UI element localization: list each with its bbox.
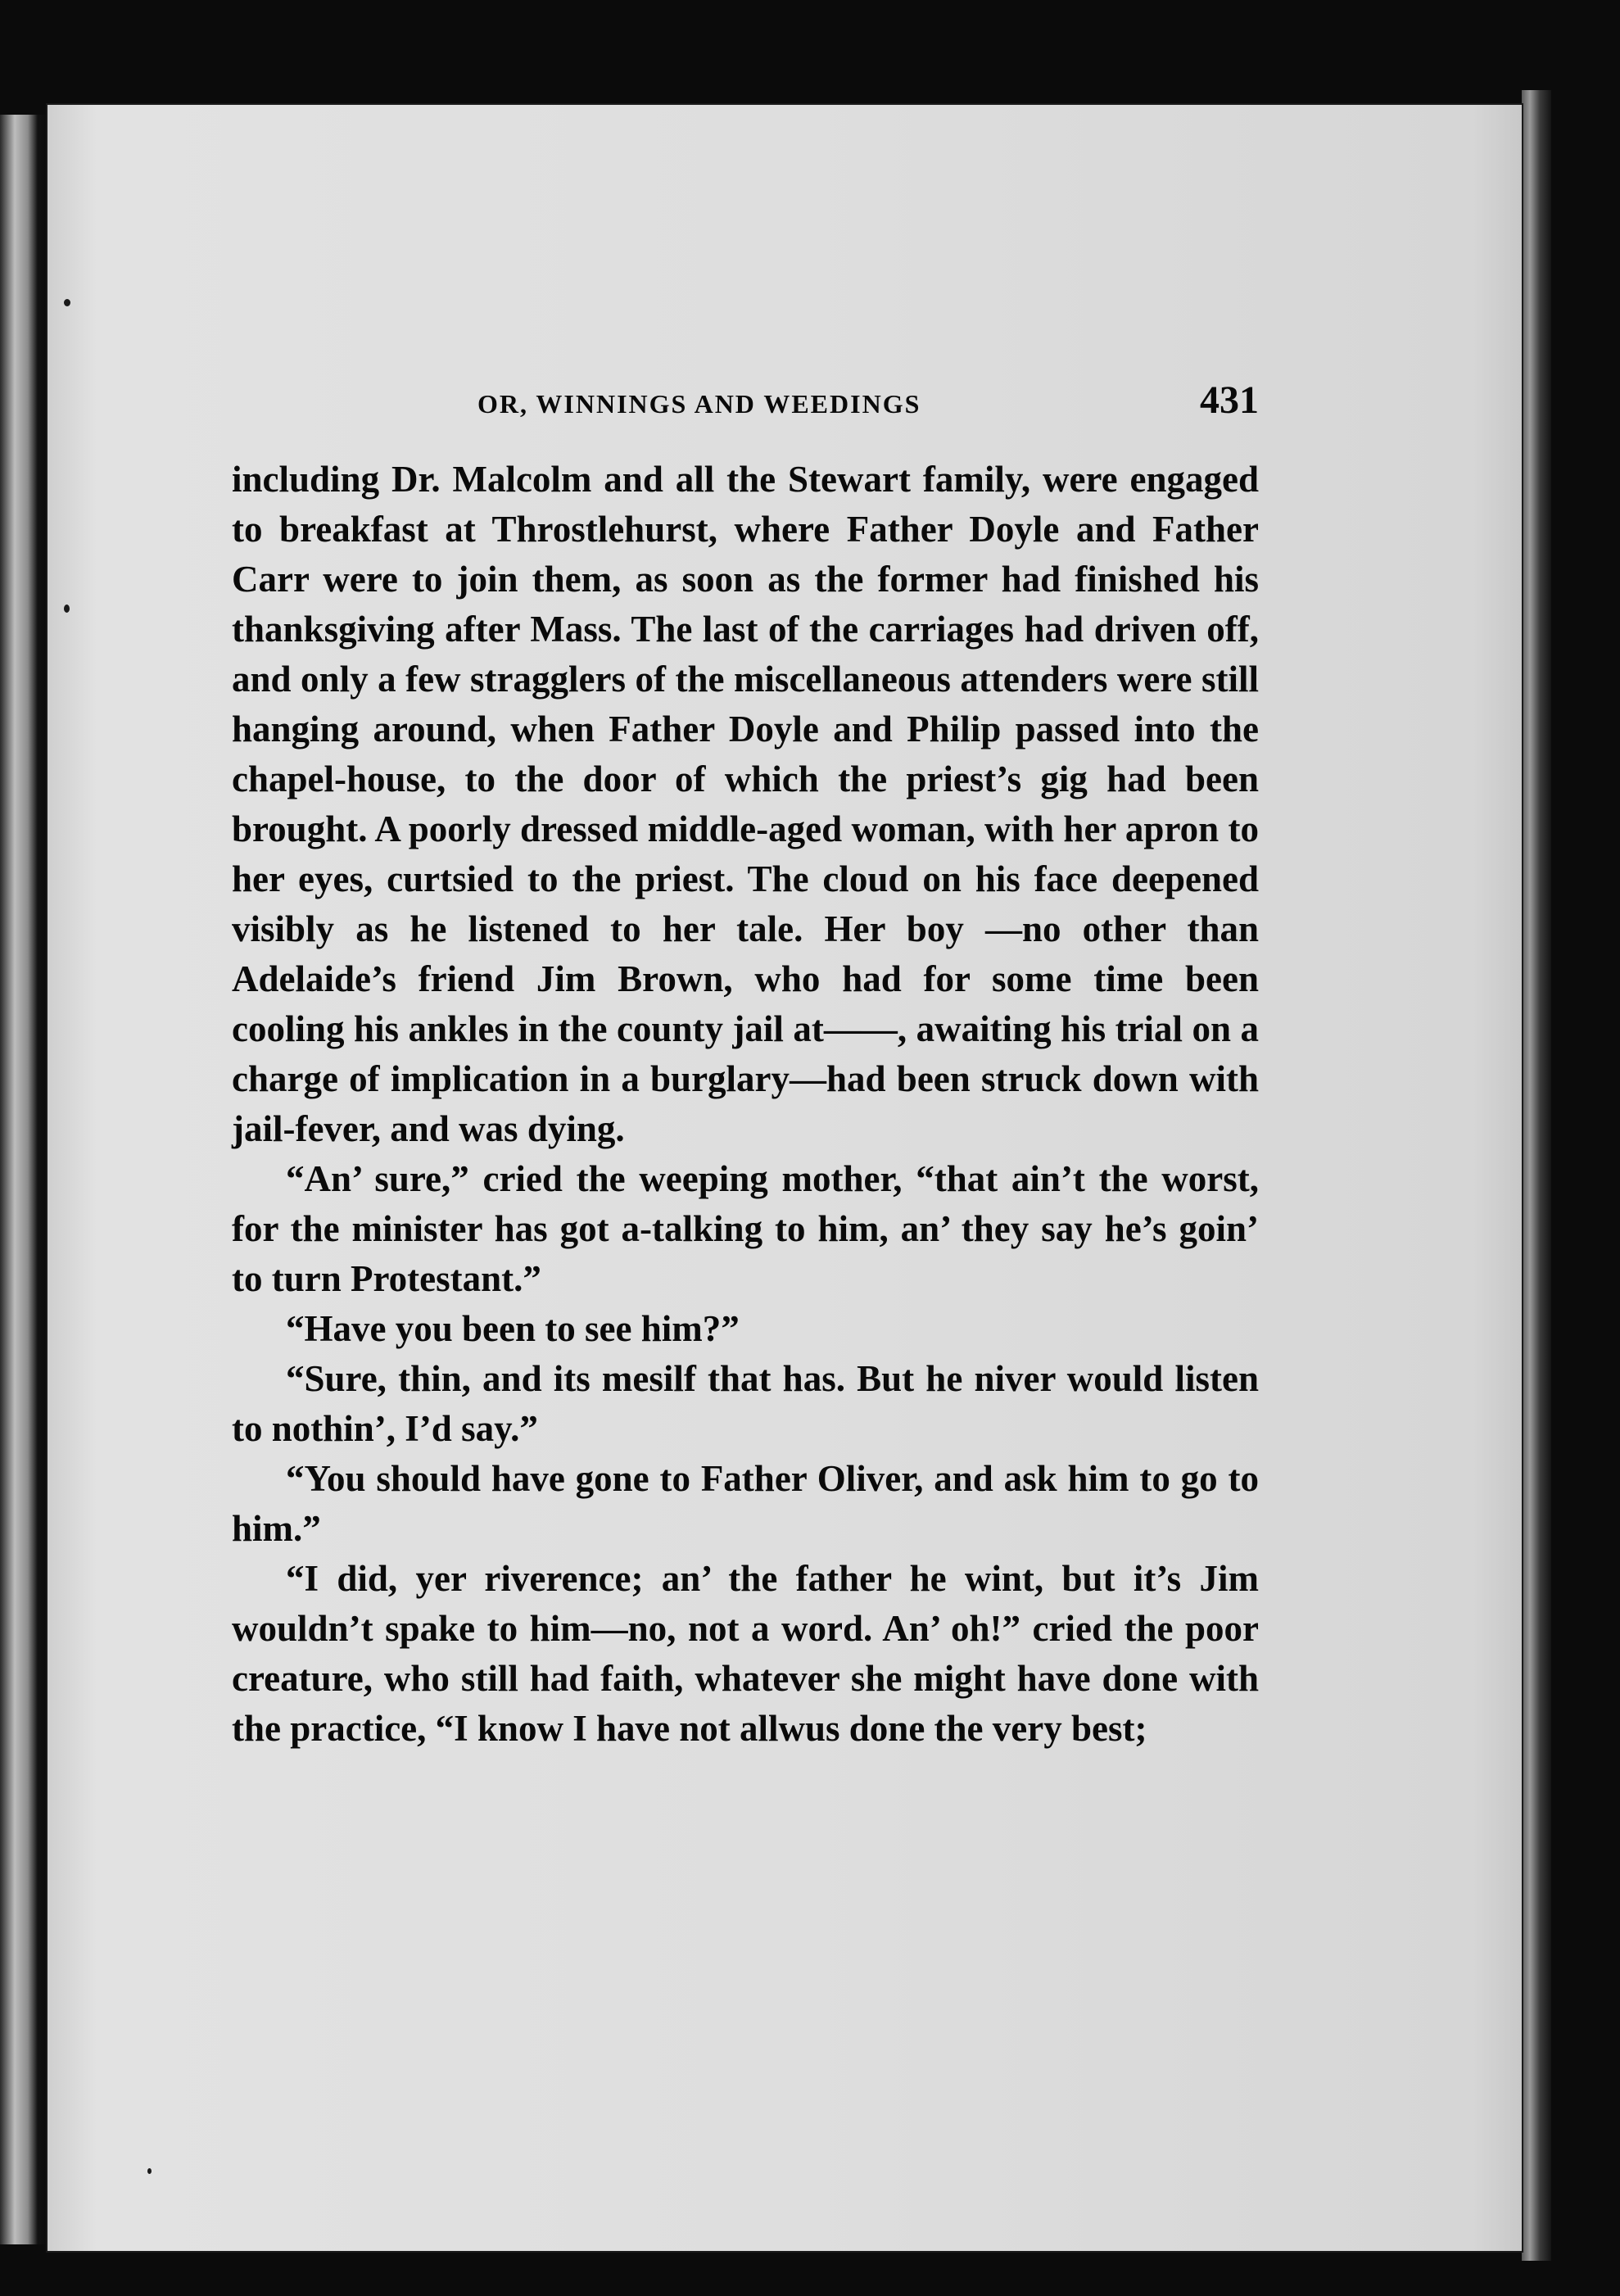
ink-speck: [147, 2168, 152, 2174]
page-edge-right: [1522, 90, 1551, 2261]
paragraph: “I did, yer riverence; an’ the father he wint, but it’s Jim wouldn’t spake to him—no, not a word. An’ oh!” cried the poor creature, who still had faith, whatever she might have done with the practice, “I know I have not allwus done the very best;: [232, 1558, 1259, 1749]
paragraph: including Dr. Malcolm and all the Stewart family, were engaged to breakfast at Throstlehurst, where Father Doyle and Father Carr were to join them, as soon as the former had finished his thanksgiving after Mass. The last of the carriages had driven off, and only a few stragglers of the miscellaneous attenders were still hanging around, when Father Doyle and Philip passed into the chapel-house, to the door of which the priest’s gig had been brought. A poorly dressed middle-aged woman, with her apron to her eyes, curtsied to the priest. The cloud on his face deepened visibly as he listened to her tale. Her boy —no other than Adelaide’s friend Jim Brown, who had for some time been cooling his ankles in the county jail at——, awaiting his trial on a charge of implication in a burglary—had been struck down with jail-fever, and was dying.: [232, 459, 1259, 1149]
paragraph: “You should have gone to Father Oliver, and ask him to go to him.”: [232, 1458, 1259, 1549]
ink-speck: [64, 605, 70, 613]
page-text: [232, 373, 1259, 1754]
running-head: [232, 373, 1259, 438]
running-title: OR, WINNINGS AND WEEDINGS: [477, 389, 921, 419]
paragraph: “An’ sure,” cried the weeping mother, “that ain’t the worst, for the minister has got a-talking to him, an’ they say he’s goin’ to turn Protestant.”: [232, 1158, 1259, 1299]
paragraph: “Sure, thin, and its mesilf that has. But he niver would listen to nothin’, I’d say.”: [232, 1358, 1259, 1449]
ink-speck: [64, 299, 70, 306]
paragraph: “Have you been to see him?”: [286, 1308, 740, 1349]
book-spine-edge: [0, 115, 48, 2244]
page-number: 431: [1200, 378, 1259, 422]
